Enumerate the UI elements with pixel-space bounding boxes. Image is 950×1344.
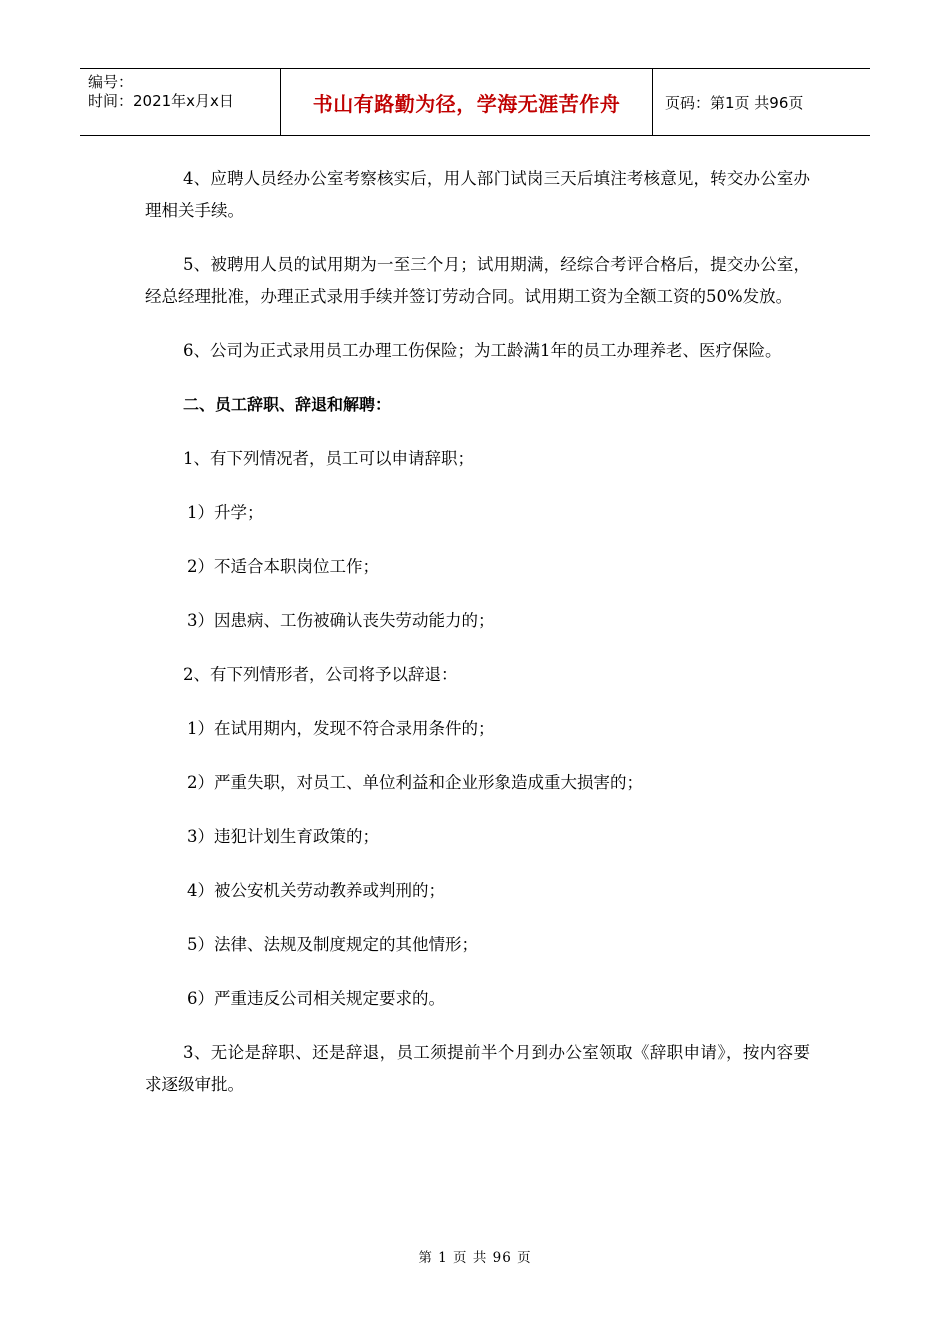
sub-list-item: 3）因患病、工伤被确认丧失劳动能力的； (187, 611, 495, 630)
list-item: 3、无论是辞职、还是辞退，员工须提前半个月到办公室领取《辞职申请》，按内容要求逐级审批。 (145, 1043, 810, 1094)
sub-list-item: 2）严重失职，对员工、单位利益和企业形象造成重大损害的； (187, 773, 643, 792)
sub-list-item: 4）被公安机关劳动教养或判刑的； (187, 881, 445, 900)
header-meta-cell (80, 69, 281, 135)
section-heading: 二、员工辞职、辞退和解聘： (183, 395, 392, 414)
sub-list-item: 2）不适合本职岗位工作； (187, 557, 379, 576)
header-page-info: 页码：第1页 共96页 (665, 93, 804, 112)
sub-list-item: 3）违犯计划生育政策的； (187, 827, 379, 846)
page-footer: 第 1 页 共 96 页 (418, 1250, 532, 1266)
list-item: 1、有下列情况者，员工可以申请辞职； (183, 449, 474, 468)
paragraph-5: 5、被聘用人员的试用期为一至三个月；试用期满，经综合考评合格后，提交办公室，经总经理批准，办理正式录用手续并签订劳动合同。试用期工资为全额工资的50%发放。 (145, 255, 810, 306)
list-item: 2、有下列情形者，公司将予以辞退： (183, 665, 458, 684)
document-body (145, 163, 810, 1101)
document-time-label: 时间：2021年x月x日 (88, 92, 234, 110)
sub-list-item: 1）升学； (187, 503, 264, 522)
paragraph-6: 6、公司为正式录用员工办理工伤保险；为工龄满1年的员工办理养老、医疗保险。 (183, 341, 782, 360)
sub-list-item: 5）法律、法规及制度规定的其他情形； (187, 935, 478, 954)
document-header (80, 68, 870, 136)
document-number-label: 编号： (88, 73, 134, 91)
sub-list-item: 1）在试用期内，发现不符合录用条件的； (187, 719, 495, 738)
paragraph-4: 4、应聘人员经办公室考察核实后，用人部门试岗三天后填注考核意见，转交办公室办理相关手续。 (145, 169, 810, 220)
header-motto: 书山有路勤为径，学海无涯苦作舟 (281, 69, 653, 135)
sub-list-item: 6）严重违反公司相关规定要求的。 (187, 989, 445, 1008)
